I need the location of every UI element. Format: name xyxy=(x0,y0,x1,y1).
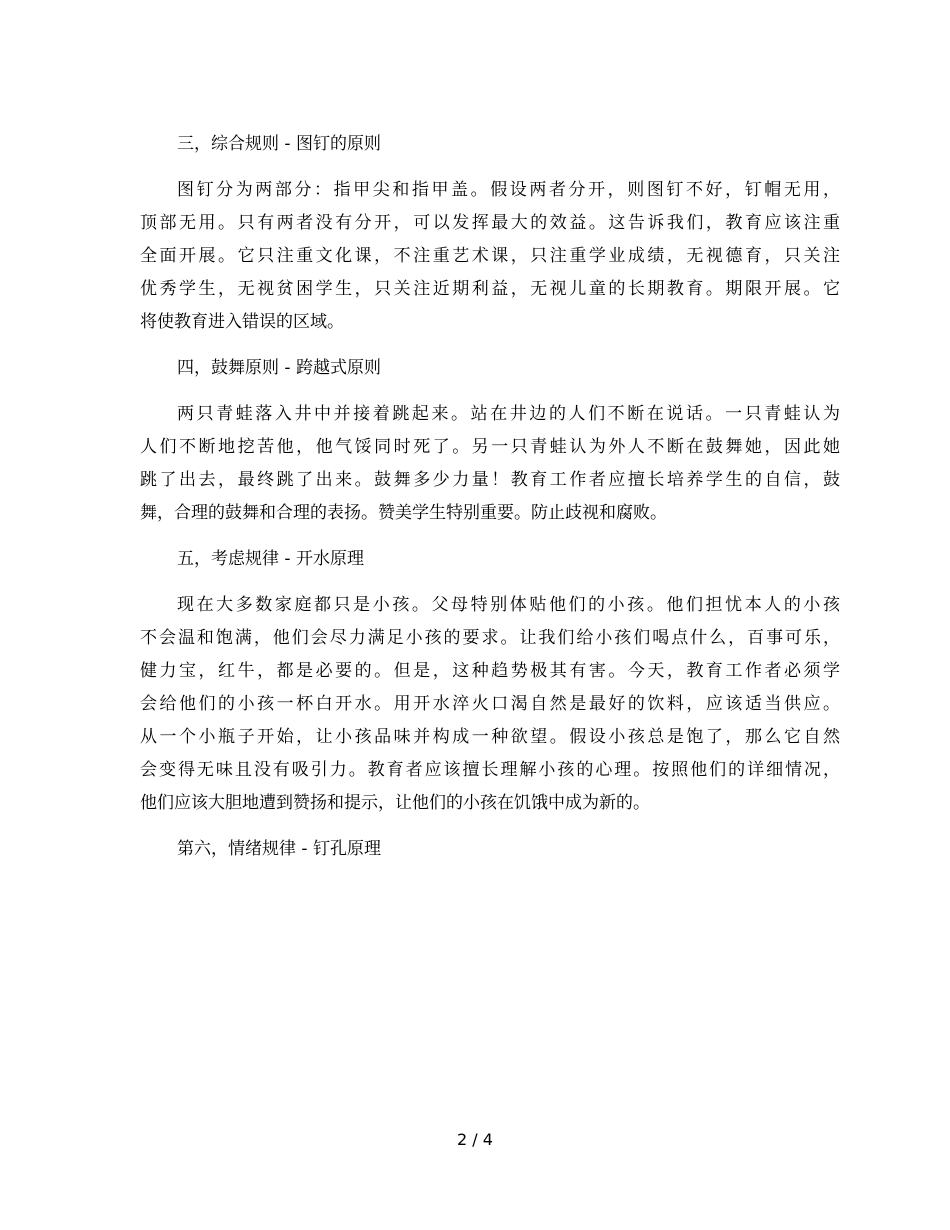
paragraph-line: 不会温和饱满，他们会尽力满足小孩的要求。让我们给小孩们喝点什么，百事可乐， xyxy=(140,628,840,648)
paragraph-line: 会给他们的小孩一杯白开水。用开水淬火口渴自然是最好的饮料，应该适当供应。 xyxy=(140,694,840,714)
paragraph-line: 将使教育进入错误的区域。 xyxy=(140,312,344,332)
paragraph-line: 会变得无味且没有吸引力。教育者应该擅长理解小孩的心理。按照他们的详细情况， xyxy=(140,760,840,780)
section-heading-3: 三，综合规则 - 图钉的原则 xyxy=(177,134,381,154)
section-heading-6: 第六，情绪规律 - 钉孔原理 xyxy=(177,839,381,859)
paragraph-line: 他们应该大胆地遭到赞扬和提示，让他们的小孩在饥饿中成为新的。 xyxy=(140,793,650,813)
paragraph-line: 现在大多数家庭都只是小孩。父母特别体贴他们的小孩。他们担忧本人的小孩 xyxy=(177,595,840,615)
page-number: 2 / 4 xyxy=(457,1130,493,1149)
paragraph-line: 从一个小瓶子开始，让小孩品味并构成一种欲望。假设小孩总是饱了，那么它自然 xyxy=(140,727,840,747)
paragraph-line: 图钉分为两部分：指甲尖和指甲盖。假设两者分开，则图钉不好，钉帽无用， xyxy=(177,180,840,200)
section-paragraph-4 xyxy=(140,398,840,530)
paragraph-line: 跳了出去，最终跳了出来。鼓舞多少力量！教育工作者应擅长培养学生的自信，鼓 xyxy=(140,470,840,490)
section-paragraph-3 xyxy=(140,174,840,339)
paragraph-line: 健力宝，红牛，都是必要的。但是，这种趋势极其有害。今天，教育工作者必须学 xyxy=(140,661,840,681)
paragraph-line: 人们不断地挖苦他，他气馁同时死了。另一只青蛙认为外人不断在鼓舞她，因此她 xyxy=(140,437,840,457)
paragraph-line: 优秀学生，无视贫困学生，只关注近期利益，无视儿童的长期教育。期限开展。它 xyxy=(140,279,840,299)
section-heading-5: 五，考虑规律 - 开水原理 xyxy=(177,549,364,569)
section-paragraph-5 xyxy=(140,589,840,820)
section-heading-4: 四，鼓舞原则 - 跨越式原则 xyxy=(177,358,381,378)
paragraph-line: 舞，合理的鼓舞和合理的表扬。赞美学生特别重要。防止歧视和腐败。 xyxy=(140,503,667,523)
paragraph-line: 顶部无用。只有两者没有分开，可以发挥最大的效益。这告诉我们，教育应该注重 xyxy=(140,213,840,233)
document-body xyxy=(140,128,840,879)
paragraph-line: 两只青蛙落入井中并接着跳起来。站在井边的人们不断在说话。一只青蛙认为 xyxy=(177,404,840,424)
paragraph-line: 全面开展。它只注重文化课，不注重艺术课，只注重学业成绩，无视德育，只关注 xyxy=(140,246,840,266)
